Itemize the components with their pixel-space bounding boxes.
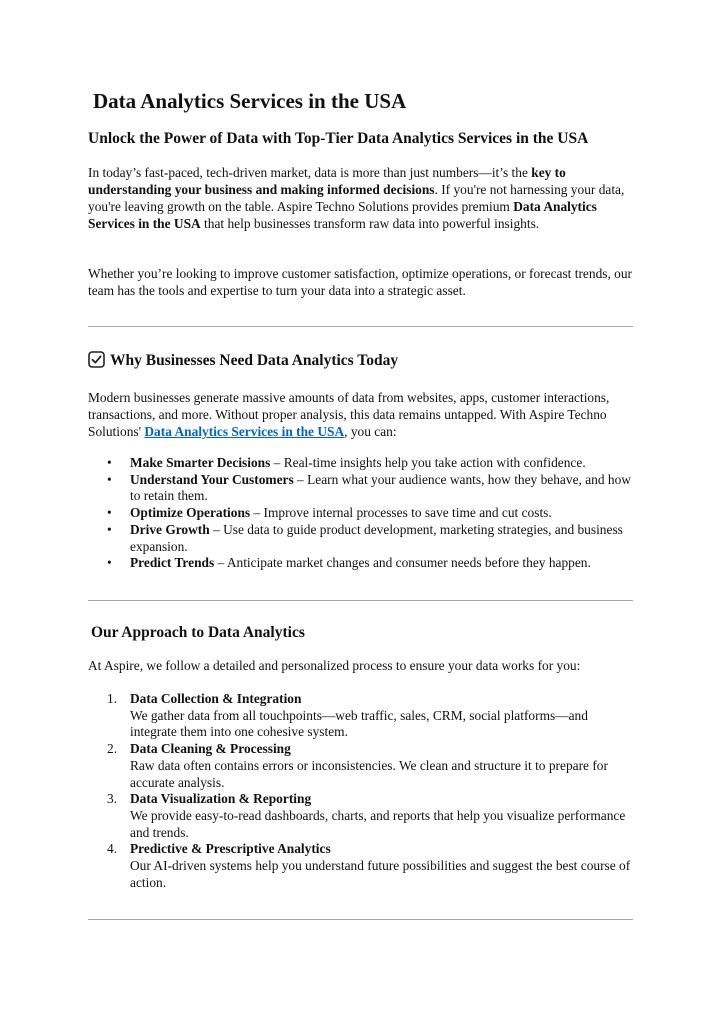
why-paragraph: Modern businesses generate massive amounts of data from websites, apps, customer interactions, transactions, and more. Without proper analysis, this data remains untapped. With Aspire Techno Solutions' Data Analytics Services in the USA, you can: [88,390,610,439]
benefits-list [88,455,636,572]
list-item: • Predict Trends – Anticipate market changes and consumer needs before they happen. [130,555,636,572]
page-title: Data Analytics Services in the USA [93,89,407,113]
list-item: 4. Predictive & Prescriptive Analytics Our AI-driven systems help you understand future possibilities and suggest the best course of action. [107,841,631,890]
list-item: 3. Data Visualization & Reporting We provide easy-to-read dashboards, charts, and reports that help you visualize performance and trends. [107,791,626,840]
check-box-icon [88,351,105,368]
page-subtitle: Unlock the Power of Data with Top-Tier Data Analytics Services in the USA [88,130,589,147]
divider [88,600,633,601]
list-item: 2. Data Cleaning & Processing Raw data often contains errors or inconsistencies. We clean and structure it to prepare for accurate analysis. [107,741,608,790]
divider [88,919,633,920]
list-item: 1. Data Collection & Integration We gather data from all touchpoints—web traffic, sales, CRM, social platforms—and integrate them into one cohesive system. [107,691,588,740]
list-item: • Understand Your Customers – Learn what your audience wants, how they behave, and how to retain them. [130,472,636,505]
intro-paragraph-2: Whether you’re looking to improve customer satisfaction, optimize operations, or forecast trends, our team has the tools and expertise to turn your data into a strategic asset. [88,266,633,298]
intro-paragraph: In today’s fast-paced, tech-driven market, data is more than just numbers—it’s the key to understanding your business and making informed decisions. If you're not harnessing your data, you're leaving growth on the table. Aspire Techno Solutions provides premium Data Analytics Services in the USA that help businesses transform raw data into powerful insights. [88,165,625,231]
approach-steps [88,691,636,891]
list-item: • Optimize Operations – Improve internal processes to save time and cut costs. [130,505,636,522]
why-heading: Why Businesses Need Data Analytics Today [88,350,398,372]
approach-intro: At Aspire, we follow a detailed and personalized process to ensure your data works for you: [88,658,581,673]
services-link[interactable]: Data Analytics Services in the USA [144,424,345,439]
list-item: • Drive Growth – Use data to guide product development, marketing strategies, and business expansion. [130,522,636,555]
approach-heading: Our Approach to Data Analytics [91,624,305,641]
divider [88,326,633,327]
list-item: • Make Smarter Decisions – Real-time insights help you take action with confidence. [130,455,636,472]
